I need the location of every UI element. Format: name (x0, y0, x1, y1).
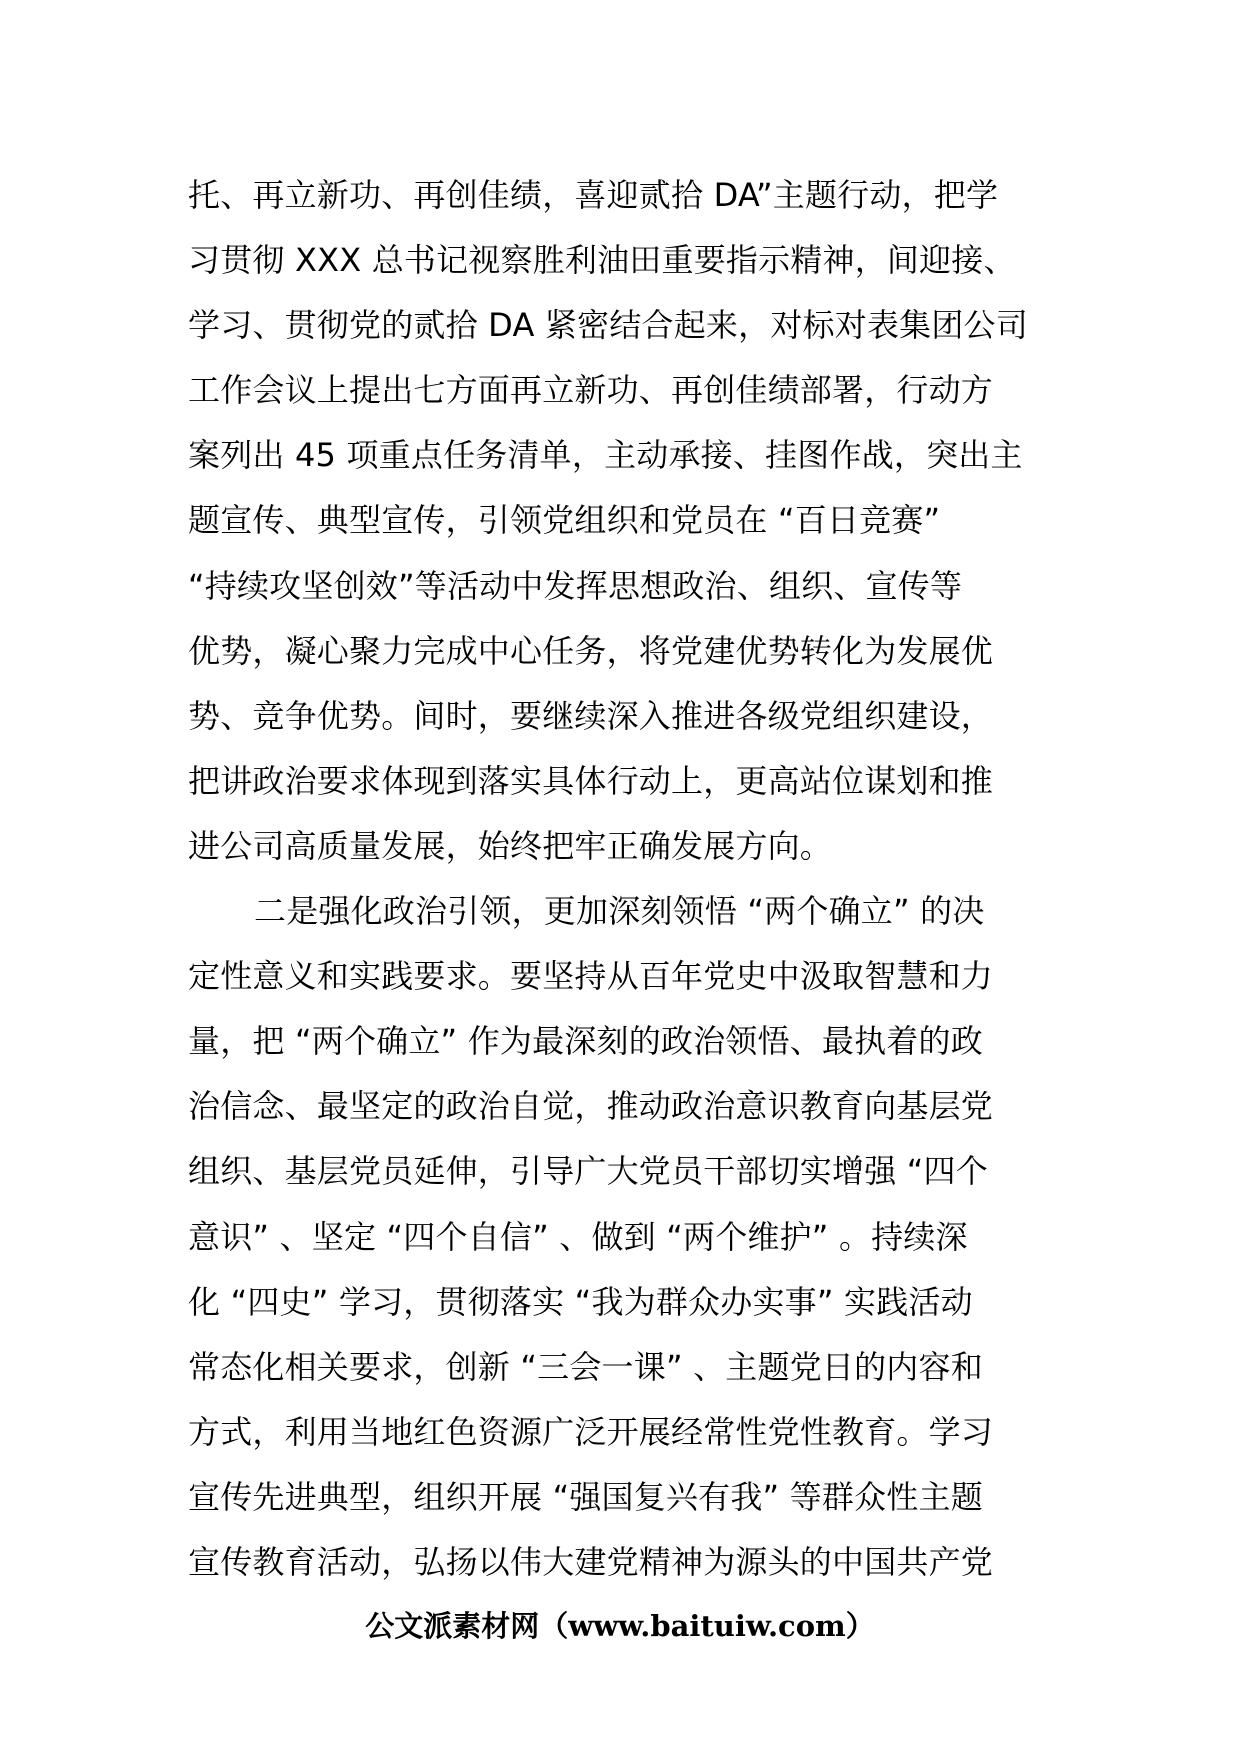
text-line: 化 “四史” 学习，贯彻落实 “我为群众办实事” 实践活动 (188, 1282, 973, 1321)
text-line: 组织、基层党员延伸，引导广大党员干部切实增强 “四个 (188, 1152, 988, 1191)
text-line: 学习、贯彻党的贰拾 DA 紧密结合起来，对标对表集团公司 (188, 306, 1028, 345)
text-line: 托、再立新功、再创佳绩，喜迎贰拾 DA”主题行动，把学 (188, 176, 999, 214)
text-line: 势、竞争优势。间时，要继续深入推进各级党组织建设， (188, 696, 994, 735)
text-line: 宣传先进典型，组织开展 “强国复兴有我” 等群众性主题 (188, 1477, 983, 1516)
text-line: 进公司高质量发展，始终把牢正确发展方向。 (188, 826, 833, 865)
text-line: 工作会议上提出七方面再立新功、再创佳绩部署，行动方 (188, 371, 994, 410)
text-line: 把讲政治要求体现到落实具体行动上，更高站位谋划和推 (188, 761, 994, 800)
text-line: 意识” 、坚定 “四个自信” 、做到 “两个维护” 。持续深 (188, 1217, 968, 1256)
text-line: 定性意义和实践要求。要坚持从百年党史中汲取智慧和力 (188, 957, 994, 996)
text-line: 优势，凝心聚力完成中心任务，将党建优势转化为发展优 (188, 631, 994, 670)
text-line: “持续攻坚创效”等活动中发挥思想政治、组织、宣传等 (188, 566, 963, 605)
text-line: 方式，利用当地红色资源广泛开展经常性党性教育。学习 (188, 1412, 994, 1451)
footer-source: 公文派素材网（www.baituiw.com） (365, 1609, 875, 1643)
text-line: 量，把 “两个确立” 作为最深刻的政治领悟、最执着的政 (188, 1022, 983, 1061)
text-line: 案列出 45 项重点任务清单，主动承接、挂图作战，突出主 (188, 436, 1023, 475)
text-line: 宣传教育活动，弘扬以伟大建党精神为源头的中国共产党 (188, 1542, 994, 1581)
text-line: 习贯彻 XXX 总书记视察胜利油田重要指示精神，间迎接、 (188, 241, 1016, 280)
text-line: 常态化相关要求，创新 “三会一课” 、主题党日的内容和 (188, 1347, 983, 1386)
body-text (188, 163, 1068, 1595)
text-line: 题宣传、典型宣传，引领党组织和党员在 “百日竞赛” (188, 501, 941, 540)
text-line: 治信念、最坚定的政治自觉，推动政治意识教育向基层党 (188, 1087, 994, 1126)
paragraph-start-line: 二是强化政治引领，更加深刻领悟 “两个确立” 的决 (254, 892, 985, 931)
